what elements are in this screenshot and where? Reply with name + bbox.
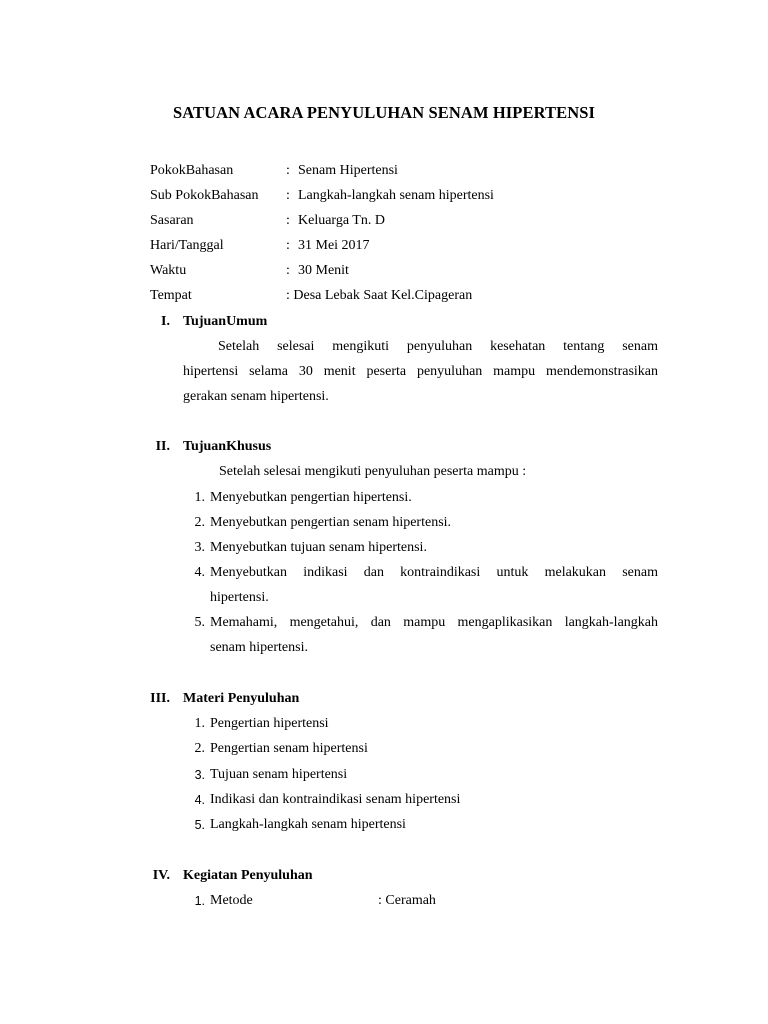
list-item-value: : Ceramah — [378, 893, 436, 908]
info-label: Tempat — [150, 288, 192, 303]
list-item-number: 3. — [194, 540, 205, 555]
list-item: Menyebutkan pengertian senam hipertensi. — [210, 515, 452, 530]
list-item-number: 4. — [194, 565, 205, 580]
section-4-numeral: IV. — [152, 868, 170, 883]
section-4-heading: Kegiatan Penyuluhan — [183, 868, 313, 883]
list-item-number: 4. — [194, 793, 205, 807]
info-value: 30 Menit — [298, 263, 349, 278]
info-value: 31 Mei 2017 — [298, 238, 370, 253]
section-1-heading: TujuanUmum — [183, 314, 268, 329]
list-item-number: 2. — [194, 515, 205, 530]
info-label: PokokBahasan — [150, 163, 234, 178]
section-1-paragraph-line: Setelah selesai mengikuti penyuluhan kesehatan tentang senam — [218, 339, 658, 354]
section-1-paragraph-line: hipertensi selama 30 menit peserta penyuluhan mampu mendemonstrasikan — [183, 364, 658, 379]
info-label: Waktu — [150, 263, 187, 278]
info-colon: : — [286, 188, 290, 203]
info-value: : Desa Lebak Saat Kel.Cipageran — [286, 288, 473, 303]
list-item: Menyebutkan pengertian hipertensi. — [210, 490, 412, 505]
list-item: Memahami, mengetahui, dan mampu mengaplikasikan langkah-langkah — [210, 615, 658, 630]
info-label: Hari/Tanggal — [150, 238, 224, 253]
info-colon: : — [286, 213, 290, 228]
section-2-numeral: II. — [155, 439, 170, 454]
list-item: Langkah-langkah senam hipertensi — [210, 817, 406, 832]
info-colon: : — [286, 163, 290, 178]
list-item-number: 5. — [194, 818, 205, 832]
section-1-numeral: I. — [161, 314, 170, 329]
list-item: Menyebutkan tujuan senam hipertensi. — [210, 540, 427, 555]
list-item-number: 1. — [194, 490, 205, 505]
list-item-number: 1. — [194, 894, 205, 908]
list-item-continuation: senam hipertensi. — [210, 640, 308, 655]
section-2-intro: Setelah selesai mengikuti penyuluhan peserta mampu : — [219, 464, 527, 479]
section-3-numeral: III. — [150, 691, 170, 706]
section-1-paragraph-line: gerakan senam hipertensi. — [183, 389, 329, 404]
info-colon: : — [286, 238, 290, 253]
section-3-heading: Materi Penyuluhan — [183, 691, 300, 706]
info-label: Sub PokokBahasan — [150, 188, 259, 203]
list-item-number: 2. — [194, 741, 205, 756]
section-2-heading: TujuanKhusus — [183, 439, 272, 454]
list-item: Pengertian senam hipertensi — [210, 741, 368, 756]
info-value: Senam Hipertensi — [298, 163, 398, 178]
info-value: Keluarga Tn. D — [298, 213, 385, 228]
info-colon: : — [286, 263, 290, 278]
list-item-number: 5. — [194, 615, 205, 630]
list-item-number: 1. — [194, 716, 205, 731]
list-item-label: Metode — [210, 893, 253, 908]
info-value: Langkah-langkah senam hipertensi — [298, 188, 494, 203]
list-item-number: 3. — [194, 768, 205, 782]
list-item: Indikasi dan kontraindikasi senam hipertensi — [210, 792, 461, 807]
list-item: Tujuan senam hipertensi — [210, 767, 348, 782]
info-label: Sasaran — [150, 213, 194, 228]
list-item: Menyebutkan indikasi dan kontraindikasi untuk melakukan senam — [210, 565, 658, 580]
list-item-continuation: hipertensi. — [210, 590, 269, 605]
list-item: Pengertian hipertensi — [210, 716, 329, 731]
page-title: SATUAN ACARA PENYULUHAN SENAM HIPERTENSI — [172, 103, 596, 122]
